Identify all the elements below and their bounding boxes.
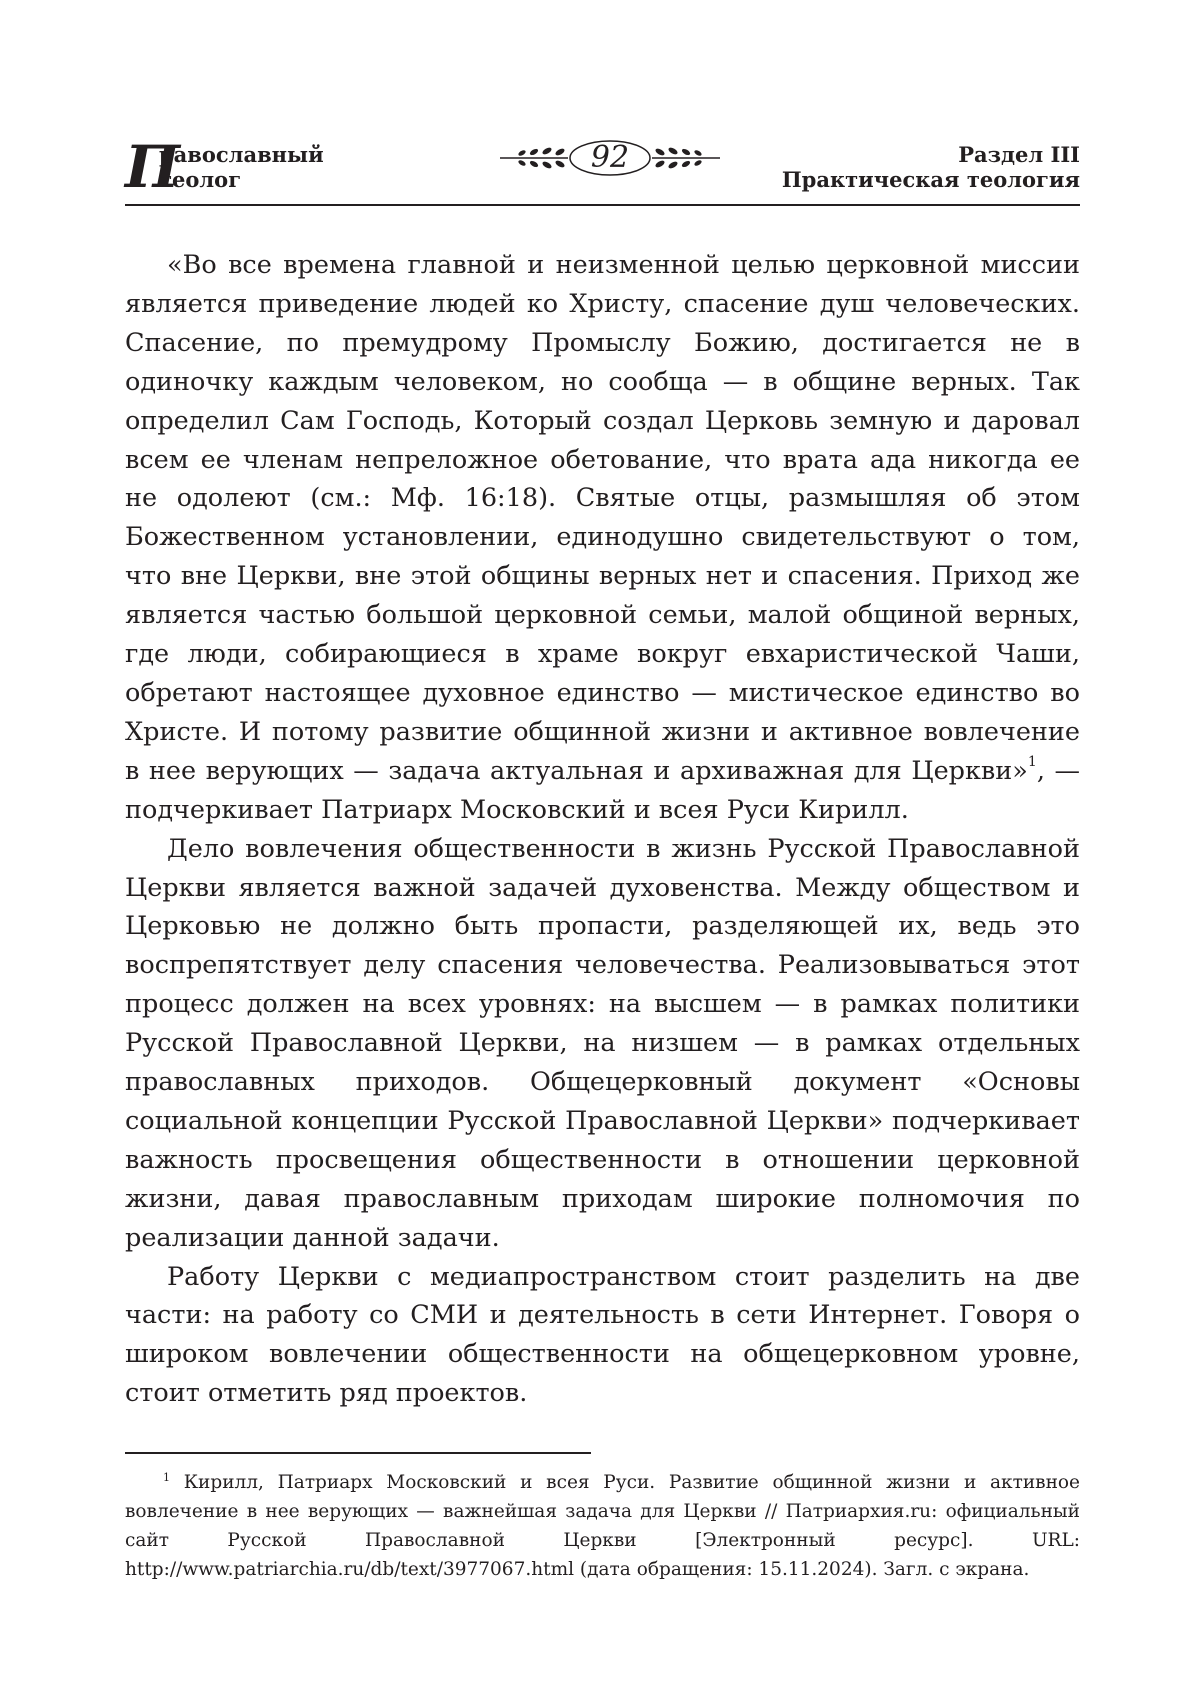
footnote-1 bbox=[125, 1468, 1080, 1584]
section-line-2: Практическая теология bbox=[781, 167, 1080, 192]
section-title bbox=[782, 142, 1080, 192]
header-divider bbox=[125, 204, 1080, 206]
paragraph-1-quote: «Во все времена главной и неизменной целью церковной миссии является приведение людей ко Христу, спасение душ человеческих. Спасение, по премудрому Промыслу Божию, достигается не в одиночку каждым человеком, но сообща — в общине верных. Так определил Сам Господь, Который создал Церковь земную и даровал всем ее членам непреложное обетование, что врата ада никогда ее не одолеют (см.: Мф. 16:18). Святые отцы, размышляя об этом Божественном установлении, единодушно свидетельствуют о том, что вне Церкви, вне этой общины верных нет и спасения. Приход же является частью большой церковной семьи, малой общиной верных, где люди, собирающиеся в храме вокруг евхаристической Чаши, обретают настоящее духовное единство — мистическое единство во Христе. И потому развитие общинной жизни и активное вовлечение в нее верующих — задача актуальная и архиважная для Церкви» bbox=[125, 250, 1080, 786]
logo-line-2: теолог bbox=[159, 167, 242, 192]
journal-logo bbox=[125, 133, 465, 201]
paragraph-2: Дело вовлечения общественности в жизнь Русской Православной Церкви является важной задачей духовенства. Между обществом и Церковью не должно быть пропасти, разделяющей их, ведь это воспрепятствует делу спасения человечества. Реализовываться этот процесс должен на всех уровнях: на высшем — в рамках политики Русской Православной Церкви, на низшем — в рамках отдельных православных приходов. Общецерковный документ «Основы социальной концепции Русской Православной Церкви» подчеркивает важность просвещения общественности в отношении церковной жизни, давая православным приходам широкие полномочия по реализации данной задачи. bbox=[125, 833, 1080, 1253]
logo-initial: П bbox=[125, 133, 180, 201]
footnote bbox=[125, 1468, 1080, 1584]
running-header bbox=[125, 133, 1080, 208]
main-text bbox=[125, 246, 1080, 1413]
page-number: 92 bbox=[590, 140, 630, 175]
logo-text bbox=[159, 142, 324, 192]
paragraph-1 bbox=[125, 246, 1080, 830]
footnote-divider bbox=[125, 1452, 591, 1454]
footnote-ref[interactable]: 1 bbox=[1027, 753, 1037, 770]
footnote-number: 1 bbox=[163, 1471, 170, 1484]
page-number-ornament bbox=[500, 138, 720, 178]
paragraph-3: Работу Церкви с медиапространством стоит разделить на две части: на работу со СМИ и деятельность в сети Интернет. Говоря о широком вовлечении общественности на общецерковном уровне, стоит отметить ряд проектов. bbox=[125, 1261, 1080, 1409]
paragraph-1-tail: , — подчеркивает Патриарх Московский и всея Руси Кирилл. bbox=[125, 755, 1080, 825]
footnote-text: Кирилл, Патриарх Московский и всея Руси. Развитие общинной жизни и активное вовлечение в нее верующих — важнейшая задача для Церкви // Патриархия.ru: официальный сайт Русской Православной Церкви [Электронный ресурс]. URL: http://www.patriarchia.ru/db/text/3977067.html (дата обращения: 15.11.2024). Загл. с экрана. bbox=[125, 1472, 1080, 1580]
section-line-1: Раздел III bbox=[958, 142, 1080, 167]
logo-line-1: равославный bbox=[159, 142, 324, 167]
